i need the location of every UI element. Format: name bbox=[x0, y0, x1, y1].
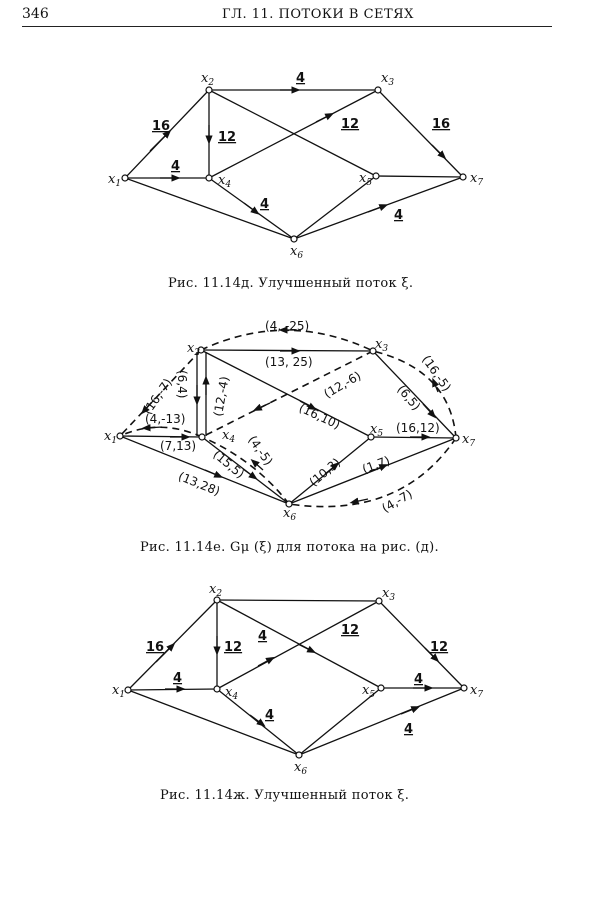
figure-zh-caption: Рис. 11.14ж. Улучшенный поток ξ. bbox=[160, 788, 410, 803]
node-label-zh-x4: $x_4$ bbox=[225, 685, 239, 702]
node-label-e-x3: $x_3$ bbox=[375, 337, 389, 354]
node-label-x2: $x_2$ bbox=[201, 71, 215, 88]
arrow-x4-x3 bbox=[316, 115, 330, 122]
arrow-zh-x4-x3 bbox=[258, 659, 271, 666]
edge-x3-x7 bbox=[378, 90, 463, 177]
weight-x1-x4: 4 bbox=[171, 159, 181, 174]
arrow-zh-x6-x7 bbox=[401, 708, 416, 714]
arrow-zh-x4-x6 bbox=[250, 715, 262, 724]
edge-e-x1-x4 bbox=[120, 436, 202, 437]
edge-zh-x2-x3 bbox=[217, 600, 379, 601]
figure-e-graph bbox=[104, 319, 475, 523]
weight-zh-x4-x6: 4 bbox=[265, 708, 275, 723]
node-label-zh-x5: $x_5$ bbox=[362, 683, 376, 700]
arrow-zh-x2-x5 bbox=[298, 644, 312, 651]
arrow-x6-x7 bbox=[368, 206, 384, 212]
node-label-zh-x1: $x_1$ bbox=[112, 683, 126, 700]
label-e-x2-x1-dashed: (16,-7) bbox=[140, 375, 175, 417]
label-e-x6-x7: (1,7) bbox=[360, 453, 392, 477]
label-e-x4-x1-dashed: (4,-13) bbox=[145, 412, 186, 426]
weight-x1-x2: 16 bbox=[152, 119, 171, 134]
label-e-x6-x4-dashed: (4,-5) bbox=[245, 433, 276, 468]
weight-x2-x4: 12 bbox=[218, 130, 237, 145]
arrow-e-x3-x4-dashed bbox=[257, 403, 270, 409]
node-label-x7: $x_7$ bbox=[470, 171, 484, 188]
node-zh-x5 bbox=[378, 685, 384, 691]
label-e-x3-x4-dashed: (12,-6) bbox=[321, 368, 364, 401]
figure-d-graph bbox=[108, 71, 483, 261]
label-e-x7-x6-dashed: (4,-7) bbox=[379, 486, 415, 516]
weight-x2-x3: 4 bbox=[296, 71, 306, 86]
weight-zh-x1-x2: 16 bbox=[146, 640, 165, 655]
node-label-x5: $x_5$ bbox=[359, 171, 373, 188]
label-e-x2-x5: (16,10) bbox=[296, 400, 343, 432]
weight-zh-x3-x7: 12 bbox=[430, 640, 449, 655]
label-e-x7-x3-dashed: (16,-5) bbox=[419, 352, 454, 394]
running-title: ГЛ. 11. ПОТОКИ В СЕТЯХ bbox=[222, 7, 414, 22]
node-label-x1-sub: 1 bbox=[115, 179, 122, 189]
node-x4 bbox=[206, 175, 212, 181]
label-e-x3-x7: (6,5) bbox=[394, 382, 424, 414]
node-x5 bbox=[373, 173, 379, 179]
weight-zh-x1-x4: 4 bbox=[173, 671, 183, 686]
node-label-zh-x3: $x_3$ bbox=[382, 586, 396, 603]
weight-x3-x7: 16 bbox=[432, 117, 451, 132]
node-e-x7 bbox=[453, 435, 459, 441]
figure-d-caption: Рис. 11.14д. Улучшенный поток ξ. bbox=[168, 276, 414, 291]
weight-zh-x6-x7: 4 bbox=[404, 722, 414, 737]
arrow-e-x1-x6 bbox=[205, 470, 219, 476]
weight-zh-x2-x4: 12 bbox=[224, 640, 243, 655]
node-label-x3: $x_3$ bbox=[381, 71, 395, 88]
weight-x4-x6: 4 bbox=[260, 197, 270, 212]
node-label-e-x2: $x_2$ bbox=[187, 341, 201, 358]
node-label-e-x5: $x_5$ bbox=[370, 422, 384, 439]
weight-zh-x2-x5: 4 bbox=[258, 629, 268, 644]
label-e-x6-x5: (10,3) bbox=[306, 455, 344, 490]
node-label-x6: $x_6$ bbox=[290, 244, 304, 261]
label-e-x3-x2-dashed: (4, -25) bbox=[265, 319, 310, 333]
node-zh-x7 bbox=[461, 685, 467, 691]
node-x1 bbox=[122, 175, 128, 181]
node-zh-x6 bbox=[296, 752, 302, 758]
edge-e-x3-x2-dashed bbox=[201, 330, 373, 351]
weight-x6-x7: 4 bbox=[394, 208, 404, 223]
label-e-x4-x2: (12,-4) bbox=[210, 375, 232, 418]
node-label-zh-x7: $x_7$ bbox=[470, 683, 484, 700]
node-x6 bbox=[291, 236, 297, 242]
node-e-x1 bbox=[117, 433, 123, 439]
node-zh-x4 bbox=[214, 686, 220, 692]
node-label-zh-x2: $x_2$ bbox=[209, 582, 223, 599]
edge-zh-x6-x7 bbox=[299, 688, 464, 755]
label-e-x1-x6: (13,28) bbox=[176, 469, 223, 499]
arrow-x4-x6 bbox=[244, 203, 256, 212]
node-e-x4 bbox=[199, 434, 205, 440]
label-e-x2-x4: (6,4) bbox=[175, 370, 189, 399]
edge-x5-x7 bbox=[376, 176, 463, 177]
node-label-e-x6: $x_6$ bbox=[283, 506, 297, 523]
arrow-x1-x2 bbox=[150, 133, 168, 151]
label-e-x5-x7: (16,12) bbox=[396, 421, 440, 435]
label-e-x2-x3: (13, 25) bbox=[265, 355, 313, 369]
label-e-x1-x4: (7,13) bbox=[160, 439, 197, 453]
weight-zh-x5-x7: 4 bbox=[414, 672, 424, 687]
node-label-e-x1: $x_1$ bbox=[104, 429, 118, 446]
figure-e-caption: Рис. 11.14е. Gμ (ξ) для потока на рис. (д). bbox=[140, 540, 439, 555]
label-e-x4-x6: (15,5) bbox=[210, 447, 248, 482]
arrow-e-x3-x7 bbox=[423, 404, 433, 415]
node-label-x4: $x_4$ bbox=[218, 173, 232, 190]
node-label-zh-x6: $x_6$ bbox=[294, 760, 308, 777]
node-zh-x1 bbox=[125, 687, 131, 693]
node-label-e-x7: $x_7$ bbox=[462, 432, 476, 449]
weight-zh-x4-x3: 12 bbox=[341, 623, 360, 638]
node-label-x1: $x_1$ bbox=[108, 172, 122, 189]
page-number: 346 bbox=[22, 6, 49, 22]
weight-x4-x3: 12 bbox=[341, 117, 360, 132]
figure-zh-graph bbox=[112, 582, 483, 777]
node-x7 bbox=[460, 174, 466, 180]
arrow-x3-x7 bbox=[432, 145, 443, 156]
node-label-e-x4: $x_4$ bbox=[222, 428, 236, 445]
node-x3 bbox=[375, 87, 381, 93]
